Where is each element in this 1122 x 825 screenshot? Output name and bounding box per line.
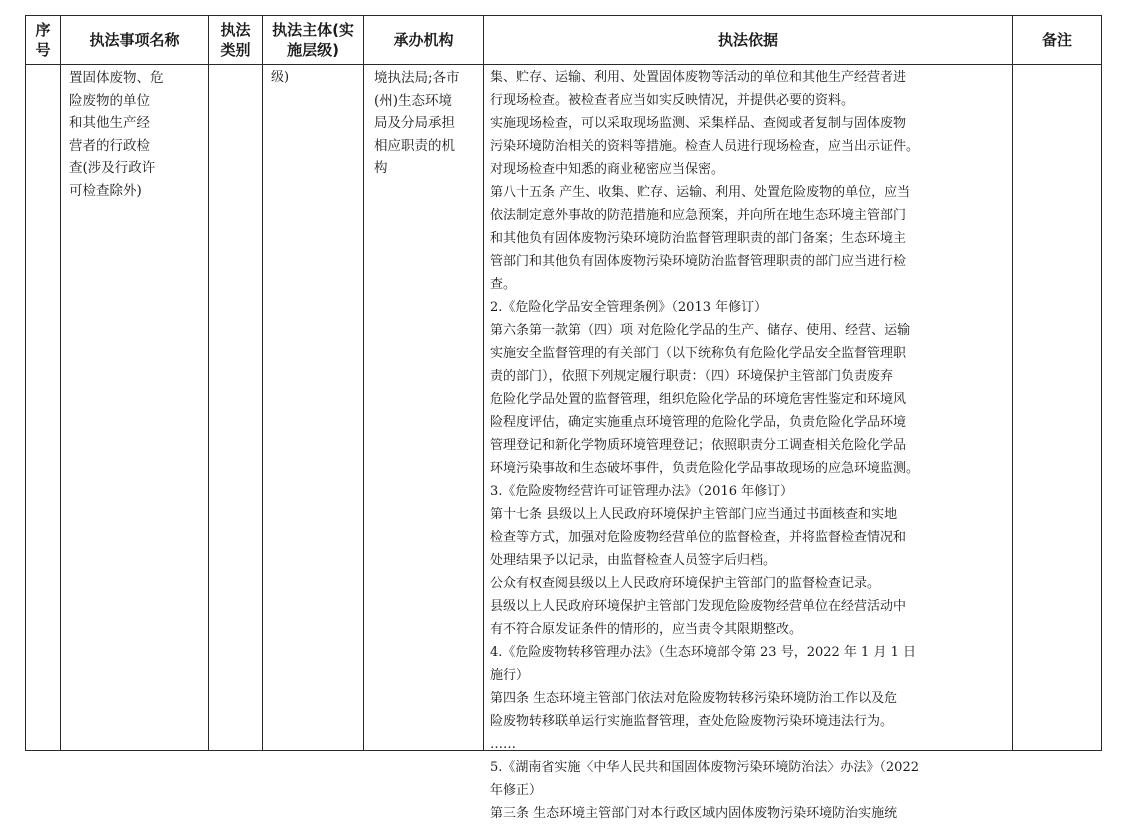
- basis-line: 4.《危险废物转移管理办法》（生态环境部令第 23 号，2022 年 1 月 1 日: [490, 645, 916, 660]
- basis-line: 险废物转移联单运行实施监督管理，查处危险废物污染环境违法行为。: [490, 714, 894, 729]
- header-remark: 备注: [1013, 16, 1102, 65]
- cell-remark: [1013, 65, 1102, 751]
- basis-line: 施行）: [490, 668, 530, 683]
- basis-line: ……: [490, 737, 516, 752]
- header-basis: 执法依据: [484, 16, 1013, 65]
- header-agency: 承办机构: [364, 16, 484, 65]
- basis-line: 和其他负有固体废物污染环境防治监督管理职责的部门备案；生态环境主: [490, 231, 907, 246]
- basis-line: 3.《危险废物经营许可证管理办法》（2016 年修订）: [490, 484, 794, 499]
- basis-line: 管理登记和新化学物质环境管理登记；依照职责分工调查相关危险化学品: [490, 438, 907, 453]
- basis-line: 5.《湖南省实施〈中华人民共和国固体废物污染环境防治法〉办法》（2022: [490, 760, 919, 775]
- basis-line: 第十七条 县级以上人民政府环境保护主管部门应当通过书面核查和实地: [490, 507, 898, 522]
- enforcement-table: [25, 15, 1102, 821]
- cell-agency: 境执法局;各市 (州)生态环境 局及分局承担 相应职责的机 构: [364, 65, 484, 751]
- basis-line: 第三条 生态环境主管部门对本行政区域内固体废物污染环境防治实施统: [490, 806, 898, 821]
- table-row: [26, 65, 1102, 751]
- cell-category: [209, 65, 263, 751]
- header-no: 序 号: [26, 16, 61, 65]
- cell-subject: 级): [263, 65, 364, 751]
- basis-line: 检查等方式，加强对危险废物经营单位的监督检查，并将监督检查情况和: [490, 530, 907, 545]
- basis-line: 污染环境防治相关的资料等措施。检查人员进行现场检查，应当出示证件。: [490, 139, 920, 154]
- basis-line: 险程度评估，确定实施重点环境管理的危险化学品，负责危险化学品环境: [490, 415, 907, 430]
- cell-item-name: 置固体废物、危 险废物的单位 和其他生产经 营者的行政检 查(涉及行政许 可检查除外): [61, 65, 209, 751]
- basis-line: 对现场检查中知悉的商业秘密应当保密。: [490, 162, 725, 177]
- header-category: 执法 类别: [209, 16, 263, 65]
- basis-line: 处理结果予以记录，由监督检查人员签字后归档。: [490, 553, 777, 568]
- basis-line: 行现场检查。被检查者应当如实反映情况，并提供必要的资料。: [490, 93, 855, 108]
- basis-line: 2.《危险化学品安全管理条例》（2013 年修订）: [490, 300, 768, 315]
- header-item-name: 执法事项名称: [61, 16, 209, 65]
- basis-line: 管部门和其他负有固体废物污染环境防治监督管理职责的部门应当进行检: [490, 254, 907, 269]
- basis-line: 公众有权查阅县级以上人民政府环境保护主管部门的监督检查记录。: [490, 576, 881, 591]
- basis-line: 查。: [490, 277, 517, 292]
- table-header-row: [26, 16, 1102, 65]
- basis-line: 第四条 生态环境主管部门依法对危险废物转移污染环境防治工作以及危: [490, 691, 898, 706]
- header-subject: 执法主体(实 施层级): [263, 16, 364, 65]
- basis-line: 第八十五条 产生、收集、贮存、运输、利用、处置危险废物的单位，应当: [490, 185, 911, 200]
- basis-line: 第六条第一款第（四）项 对危险化学品的生产、储存、使用、经营、运输: [490, 323, 911, 338]
- basis-line: 责的部门），依照下列规定履行职责：（四）环境保护主管部门负责废弃: [490, 369, 894, 384]
- cell-no: [26, 65, 61, 751]
- basis-line: 县级以上人民政府环境保护主管部门发现危险废物经营单位在经营活动中: [490, 599, 907, 614]
- basis-line: 实施现场检查，可以采取现场监测、采集样品、查阅或者复制与固体废物: [490, 116, 907, 131]
- basis-line: 集、贮存、运输、利用、处置固体废物等活动的单位和其他生产经营者进: [490, 70, 907, 85]
- basis-line: 危险化学品处置的监督管理，组织危险化学品的环境危害性鉴定和环境风: [490, 392, 907, 407]
- basis-line: 依法制定意外事故的防范措施和应急预案，并向所在地生态环境主管部门: [490, 208, 907, 223]
- basis-line: 实施安全监督管理的有关部门（以下统称负有危险化学品安全监督管理职: [490, 346, 907, 361]
- basis-text: [484, 65, 1012, 821]
- basis-line: 环境污染事故和生态破坏事件，负责危险化学品事故现场的应急环境监测。: [490, 461, 920, 476]
- basis-line: 有不符合原发证条件的情形的，应当责令其限期整改。: [490, 622, 803, 637]
- basis-line: 年修正）: [490, 783, 543, 798]
- cell-basis: [484, 65, 1013, 821]
